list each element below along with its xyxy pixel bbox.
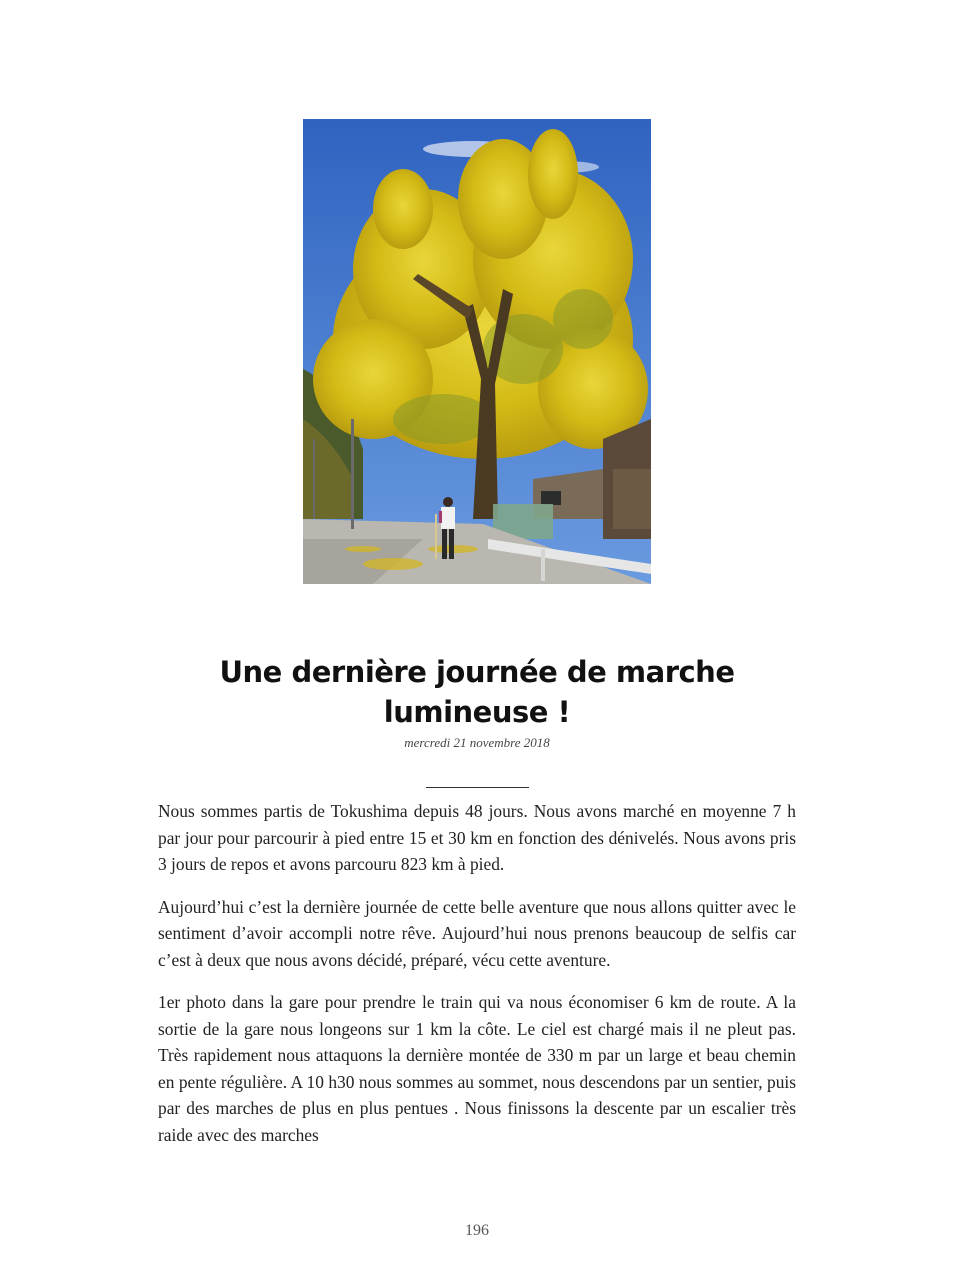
paragraph: Nous sommes partis de Tokushima depuis 48 jours. Nous avons marché en moyenne 7 h par jour pour parcourir à pied entre 15 et 30 km en fonction des dénivelés. Nous avons pris 3 jours de repos et avons parcouru 823 km à pied. [158, 801, 796, 874]
paragraph: 1er photo dans la gare pour prendre le train qui va nous économiser 6 km de route. A la sortie de la gare nous longeons sur 1 km la côte. Le ciel est chargé mais il ne pleut pas. Très rapidement nous attaquons la dernière montée de 330 m par un large et beau chemin en pente régulière. A 10 h30 nous sommes au sommet, nous descendons par un sentier, puis par des marches de plus en plus pentues . Nous finissons la descente par un escalier très raide avec des marches [158, 992, 796, 1145]
article-body [158, 798, 796, 1164]
article-title-line-2: lumineuse ! [383, 695, 571, 729]
photo-ginkgo-tree [303, 119, 651, 584]
article-date: mercredi 21 novembre 2018 [404, 735, 550, 750]
page-number: 196 [465, 1222, 489, 1239]
paragraph: Aujourd’hui c’est la dernière journée de cette belle aventure que nous allons quitter avec le sentiment d’avoir accompli notre rêve. Aujourd’hui nous prenons beaucoup de selfis car c’est à deux que nous avons décidé, préparé, vécu cette aventure. [158, 896, 796, 970]
article-title [150, 652, 804, 732]
article-title-line-1: Une dernière journée de marche [219, 655, 735, 689]
title-divider [426, 787, 529, 788]
